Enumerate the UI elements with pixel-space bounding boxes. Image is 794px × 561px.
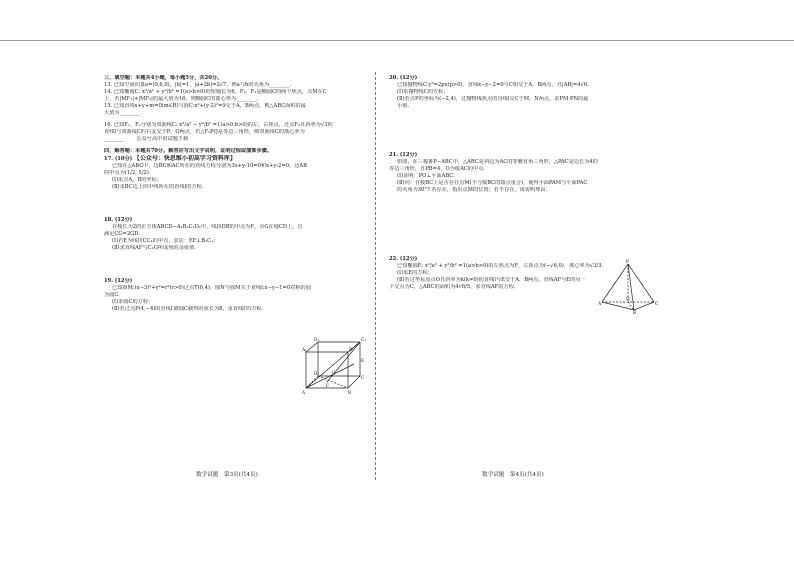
cube-label-a1: A₁ bbox=[302, 347, 307, 352]
cube-label-a: A bbox=[302, 390, 306, 395]
pyramid-label-p: P bbox=[626, 260, 629, 265]
question-21-part1: (Ⅰ)证明：PO⊥平面ABC. bbox=[397, 173, 455, 180]
pyramid-label-o: O bbox=[626, 297, 630, 302]
left-page-footer: 数学试题 第3页(共4页) bbox=[196, 472, 258, 478]
question-22-head: 22. (12分) bbox=[389, 256, 418, 263]
question-20-part2-line1: (Ⅱ)若点P的坐标为(−2,4)，过抛物线焦点的直线l交C于M，N两点，求PM·PN的最 bbox=[397, 96, 589, 103]
cube-label-c1: C₁ bbox=[361, 337, 366, 342]
question-16-line1: 16. 已知F₁，F₂分别为双曲线C: x²/a² − y²/b² =1(a>0,b>0)的左，右焦点，过点F₂且斜率为√3的 bbox=[104, 122, 333, 129]
question-15-line1: 15. 已知直线x+y+m=0(m∈R)与圆C:x²+(y-2)²=9交于A，B两点，则△ABC面积的最 bbox=[104, 103, 306, 110]
question-14-line1: 14. 已知椭圆C: x²/a² + y²/b² =1(a>b>0)的短轴长为6，F₁，F₂是椭圆C的两个焦点，点M在C bbox=[104, 89, 327, 96]
section4-header: 四、解答题：本题共70分。解答应写出文字说明，证明过程或演算步骤。 bbox=[104, 148, 273, 155]
pyramid-label-a: A bbox=[598, 302, 602, 307]
section3-header: 三、填空题：本题共4小题，每小题5分，共20分。 bbox=[104, 75, 223, 81]
pyramid-figure bbox=[598, 258, 660, 314]
question-15-line2: 大值为________. bbox=[104, 110, 142, 117]
question-21-head: 21. (12分) bbox=[389, 152, 418, 159]
cube-label-d: D bbox=[314, 371, 318, 376]
right-page-footer: 数学试题 第4页(共4页) bbox=[482, 472, 544, 478]
question-20-part1: (Ⅰ)求抛物线C的方程； bbox=[397, 89, 449, 96]
question-19-head: 19. (12分) bbox=[104, 278, 133, 285]
question-22-part1: (Ⅰ)求E的方程； bbox=[397, 270, 433, 277]
question-19-part1: (Ⅰ)求圆C的方程； bbox=[112, 299, 154, 306]
question-21-part2-line1: (Ⅱ)问：在棱BC上是否存在点M(不与棱BC的端点重合)，使得平面PAM与平面PAC bbox=[397, 180, 588, 187]
cube-figure bbox=[302, 334, 366, 396]
question-21-part2-line2: 的夹角为30°? 若存在，指出点M的位置；若不存在，请说明理由. bbox=[397, 187, 548, 194]
edge-pa bbox=[602, 264, 628, 302]
question-18-line1: 在棱长为2的正方体ABCD−A₁B₁C₁D₁中，线段DB的中点为F，点G在棱CD上，且 bbox=[112, 224, 303, 231]
question-16-note: 公众号高中借试题下载 bbox=[136, 136, 189, 143]
question-20-head: 20. (12分) bbox=[389, 75, 418, 81]
question-20-part2-line2: 小值. bbox=[397, 103, 410, 110]
question-18-part1: (Ⅰ)若E为线段CC₁的中点，求证：EF⊥B₁C₁； bbox=[112, 238, 219, 245]
question-17-line2: 的中点为(1/2, 5/2). bbox=[104, 170, 151, 177]
edge-bc bbox=[634, 302, 654, 310]
cube-label-g: G bbox=[332, 370, 336, 375]
question-13: 13. 已知空间向量a=(0,6,0)，|b|=1，|a+2b|=2√7，则a与b的夹角为________. bbox=[104, 82, 292, 89]
question-19-part2: (Ⅱ)若过点P(4,−4)的直线l′被圆C截得的弦长为8，求直线l′的方程. bbox=[112, 306, 264, 313]
question-17-line1: 已知在△ABC中，边BC和AC所在的直线方程分别为3x+y-10=0和x+y-2=0，边AB bbox=[112, 163, 307, 170]
question-19-line1: 已知圆M:(x−3)²+y²=r²(r>0)过点T(0,4)，圆N与圆M关于直线l:x−y−1=0对称的圆 bbox=[112, 285, 311, 292]
cube-label-b: B bbox=[348, 390, 352, 395]
question-17-ad: 【公众号：快思维小初高学习资料库】 bbox=[133, 155, 236, 163]
question-18-line2: 满足CG=2GD. bbox=[104, 231, 140, 238]
page-divider bbox=[375, 72, 376, 480]
pyramid-label-c: C bbox=[655, 302, 659, 307]
question-22-line1: 已知椭圆E: x²/a² + y²/b² =1(a>b>0)的左焦点为F，左顶点为(−√6,0)，离心率为√3/3. bbox=[397, 263, 604, 270]
left-page bbox=[104, 75, 366, 313]
question-20-line1: 已知抛物线C:y²=2px(p>0)，直线x−y−2=0与C相交于A，B两点，且|AB|=4√6. bbox=[397, 82, 589, 89]
question-17-part1: (Ⅰ)求点A，B的坐标； bbox=[112, 177, 162, 184]
cube-label-d1: D₁ bbox=[314, 337, 320, 342]
question-14-line2: 上，若|MF₁|+|MF₂|的最大值为16，则椭圆C的离心率为________. bbox=[104, 96, 259, 103]
question-16-line2: 直线l与双曲线C的右支交于P，Q两点，若△F₁PQ是等边三角形，则双曲线C的离心率为 bbox=[104, 129, 305, 136]
top-border-line bbox=[0, 40, 794, 41]
question-22-part2-line1: (Ⅱ)若过坐标原点O且斜率为k(k≠0)的直线l与E交于A，B两点，直线AF与E的另一 bbox=[397, 277, 586, 284]
question-21-line1: 如图，在三棱锥P−ABC中，△ABC是斜边为AC的等腰直角三角形，△PAC是边长为4的 bbox=[397, 159, 598, 166]
pyramid-label-b: B bbox=[633, 311, 637, 314]
question-17-part2: (Ⅱ)求BC边上的中线所在的直线l的方程. bbox=[112, 184, 204, 191]
cube-label-c: C bbox=[361, 375, 365, 380]
cube-label-b1: B₁ bbox=[349, 347, 354, 352]
question-21-line2: 等边三角形，且PB=4，O为棱AC的中点. bbox=[389, 166, 486, 173]
question-17-head: 17. (10分) bbox=[104, 156, 133, 163]
question-16-line3: ________ bbox=[104, 136, 125, 143]
question-19-line2: 为圆C. bbox=[104, 292, 120, 299]
question-18-head: 18. (12分) bbox=[104, 217, 133, 224]
question-22-part2-line2: 个交点为C，△ABC的面积为4√6/5，求直线AF的方程. bbox=[389, 284, 516, 291]
question-18-part2: (Ⅱ)求直线AF与C₁G所成角的余弦值. bbox=[112, 245, 196, 252]
cube-label-e: E bbox=[361, 358, 365, 363]
cube-label-f: F bbox=[326, 383, 329, 388]
